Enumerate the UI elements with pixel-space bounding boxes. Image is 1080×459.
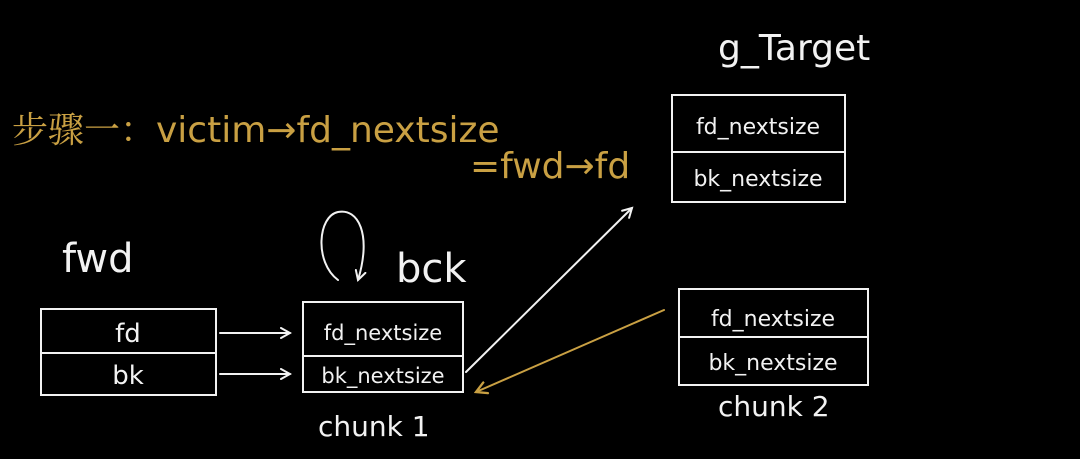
fwd-field-fd: fd: [115, 319, 141, 349]
fwd-chunk-box: [41, 309, 216, 395]
chunk2-field-fd-nextsize: fd_nextsize: [710, 307, 836, 332]
chunk1-caption: chunk 1: [318, 410, 430, 443]
chunk2-field-bk-nextsize: bk_nextsize: [708, 351, 838, 376]
bck-label: bck: [396, 246, 467, 292]
chunk2-box: [679, 289, 868, 385]
self-loop-arrow: [321, 212, 363, 280]
fwd-field-bk: bk: [112, 361, 144, 391]
chunk1-to-target-arrow: [466, 208, 632, 372]
fwd-label: fwd: [62, 236, 134, 282]
chunk1-box: [303, 302, 463, 392]
target-field-bk-nextsize: bk_nextsize: [693, 167, 823, 192]
target-label: g_Target: [718, 28, 871, 69]
chunk2-to-chunk1-arrow: [476, 310, 664, 392]
chunk1-field-bk-nextsize: bk_nextsize: [321, 364, 445, 388]
chunk1-field-fd-nextsize: fd_nextsize: [323, 321, 443, 345]
target-box: [672, 95, 845, 202]
annotation-equals-fwd-fd: =fwd→fd: [470, 146, 631, 187]
target-field-fd-nextsize: fd_nextsize: [695, 115, 821, 140]
chunk2-caption: chunk 2: [718, 390, 830, 423]
annotation-step-one: 步骤一：victim→fd_nextsize: [12, 110, 500, 151]
